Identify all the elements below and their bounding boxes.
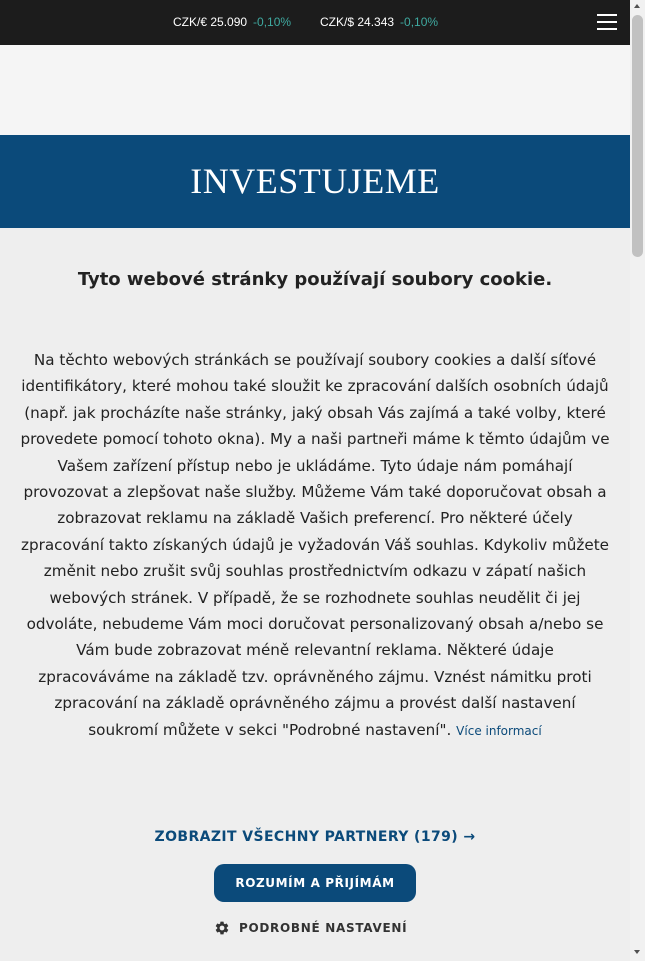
rate-eur-change: -0,10% bbox=[253, 15, 292, 29]
rate-usd bbox=[320, 15, 438, 29]
cookie-body-text: Na těchto webových stránkách se používají soubory cookies a další síťové identifikátory, které mohou také sloužit ke zpracování dalších osobních údajů (např. jak procházíte naše stránky, jaký obsah Vás zajímá a také volby, které provedete pomocí tohoto okna). My a naši partneři máme k těmto údajům ve Vašem zařízení přístup nebo je ukládáme. Tyto údaje nám pomáhají provozovat a zlepšovat naše služby. Můžeme Vám také doporučovat obsah a zobrazovat reklamu na základě Vašich preferencí. Pro některé účely zpracování takto získaných údajů je vyžadován Váš souhlas. Kdykoliv můžete změnit nebo zrušit svůj souhlas prostřednictvím odkazu v zápatí našich webových stránek. V případě, že se rozhodnete souhlas neudělit či jej odvoláte, nebudeme Vám moci doručovat personalizovaný obsah a/nebo se Vám bude zobrazovat méně relevantní reklama. Některé údaje zpracováváme na základě tzv. oprávněného zájmu. Vznést námitku proti zpracování na základě oprávněného zájmu a provést další nastavení soukromí můžete v sekci "Podrobné nastavení". bbox=[20, 351, 610, 739]
hamburger-menu-icon[interactable] bbox=[597, 14, 617, 31]
cookie-title: Tyto webové stránky používají soubory cookie. bbox=[77, 269, 553, 290]
scroll-up-arrow-icon[interactable] bbox=[634, 4, 640, 8]
rate-usd-change: -0,10% bbox=[400, 15, 439, 29]
scroll-down-arrow-icon[interactable] bbox=[634, 950, 640, 954]
gear-icon bbox=[214, 920, 230, 936]
show-partners-link[interactable]: ZOBRAZIT VŠECHNY PARTNERY (179) → bbox=[154, 829, 476, 845]
more-info-link[interactable]: Více informací bbox=[456, 723, 542, 738]
rate-eur-value: CZK/€ 25.090 bbox=[173, 15, 248, 29]
ad-space bbox=[0, 45, 630, 135]
accept-button[interactable]: ROZUMÍM A PŘIJÍMÁM bbox=[214, 864, 416, 902]
top-bar bbox=[0, 0, 630, 45]
detailed-settings-label: PODROBNÉ NASTAVENÍ bbox=[239, 921, 408, 935]
site-logo[interactable]: INVESTUJEME bbox=[190, 161, 440, 201]
detailed-settings-button[interactable] bbox=[214, 919, 407, 937]
cookie-description bbox=[18, 347, 612, 744]
rate-eur bbox=[173, 15, 291, 29]
page-scrollbar[interactable] bbox=[630, 0, 645, 961]
rate-usd-value: CZK/$ 24.343 bbox=[320, 15, 395, 29]
scroll-thumb[interactable] bbox=[632, 15, 643, 257]
